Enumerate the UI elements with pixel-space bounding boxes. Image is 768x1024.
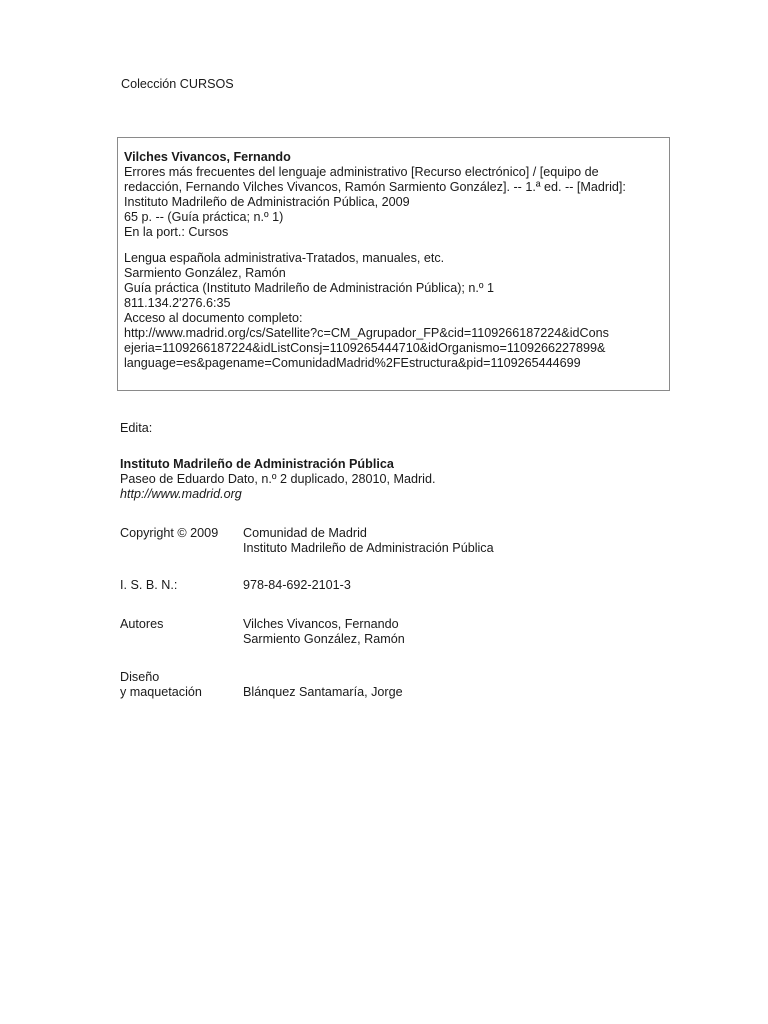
copyright-holder: Comunidad de Madrid	[243, 526, 367, 540]
record-subject-line: Lengua española administrativa-Tratados, manuales, etc.	[124, 251, 445, 265]
record-title-line: Errores más frecuentes del lenguaje administrativo [Recurso electrónico] / [equipo de	[124, 165, 599, 179]
design-label-line: Diseño	[120, 670, 160, 684]
catalog-record	[124, 150, 669, 371]
isbn-label: I. S. B. N.:	[120, 578, 178, 592]
record-subject-line: 811.134.2'276.6:35	[124, 296, 231, 310]
record-spacer	[124, 240, 669, 251]
record-url-line: http://www.madrid.org/cs/Satellite?c=CM_Agrupador_FP&cid=1109266187224&idCons	[124, 326, 609, 340]
record-url-line: ejeria=1109266187224&idListConsj=1109265444710&idOrganismo=1109266227899&	[124, 341, 606, 355]
record-title-line: redacción, Fernando Vilches Vivancos, Ramón Sarmiento González]. -- 1.ª ed. -- [Madrid]:	[124, 180, 626, 194]
collection-title: Colección CURSOS	[121, 77, 234, 91]
isbn-value: 978-84-692-2101-3	[243, 578, 351, 592]
design-label	[120, 670, 202, 700]
catalog-record-box	[117, 137, 670, 391]
author-name: Vilches Vivancos, Fernando	[243, 617, 399, 631]
record-author: Vilches Vivancos, Fernando	[124, 150, 291, 164]
publisher-address: Paseo de Eduardo Dato, n.º 2 duplicado, 28010, Madrid.	[120, 472, 436, 486]
edita-label: Edita:	[120, 421, 153, 435]
publisher-url: http://www.madrid.org	[120, 487, 242, 501]
design-value: Blánquez Santamaría, Jorge	[243, 685, 403, 699]
record-subject-line: Guía práctica (Instituto Madrileño de Administración Pública); n.º 1	[124, 281, 494, 295]
record-subject-line: Sarmiento González, Ramón	[124, 266, 286, 280]
record-url-line: language=es&pagename=ComunidadMadrid%2FEstructura&pid=1109265444699	[124, 356, 581, 370]
publisher-name: Instituto Madrileño de Administración Pública	[120, 457, 394, 471]
record-subject-line: Acceso al documento completo:	[124, 311, 303, 325]
record-title-line: 65 p. -- (Guía práctica; n.º 1)	[124, 210, 284, 224]
copyright-value	[243, 526, 494, 556]
publisher-block	[120, 457, 435, 502]
record-title-line: Instituto Madrileño de Administración Pública, 2009	[124, 195, 410, 209]
authors-value	[243, 617, 405, 647]
copyright-holder: Instituto Madrileño de Administración Pública	[243, 541, 494, 555]
authors-label: Autores	[120, 617, 164, 631]
design-label-line: y maquetación	[120, 685, 202, 699]
record-title-line: En la port.: Cursos	[124, 225, 229, 239]
author-name: Sarmiento González, Ramón	[243, 632, 405, 646]
copyright-label: Copyright © 2009	[120, 526, 219, 540]
